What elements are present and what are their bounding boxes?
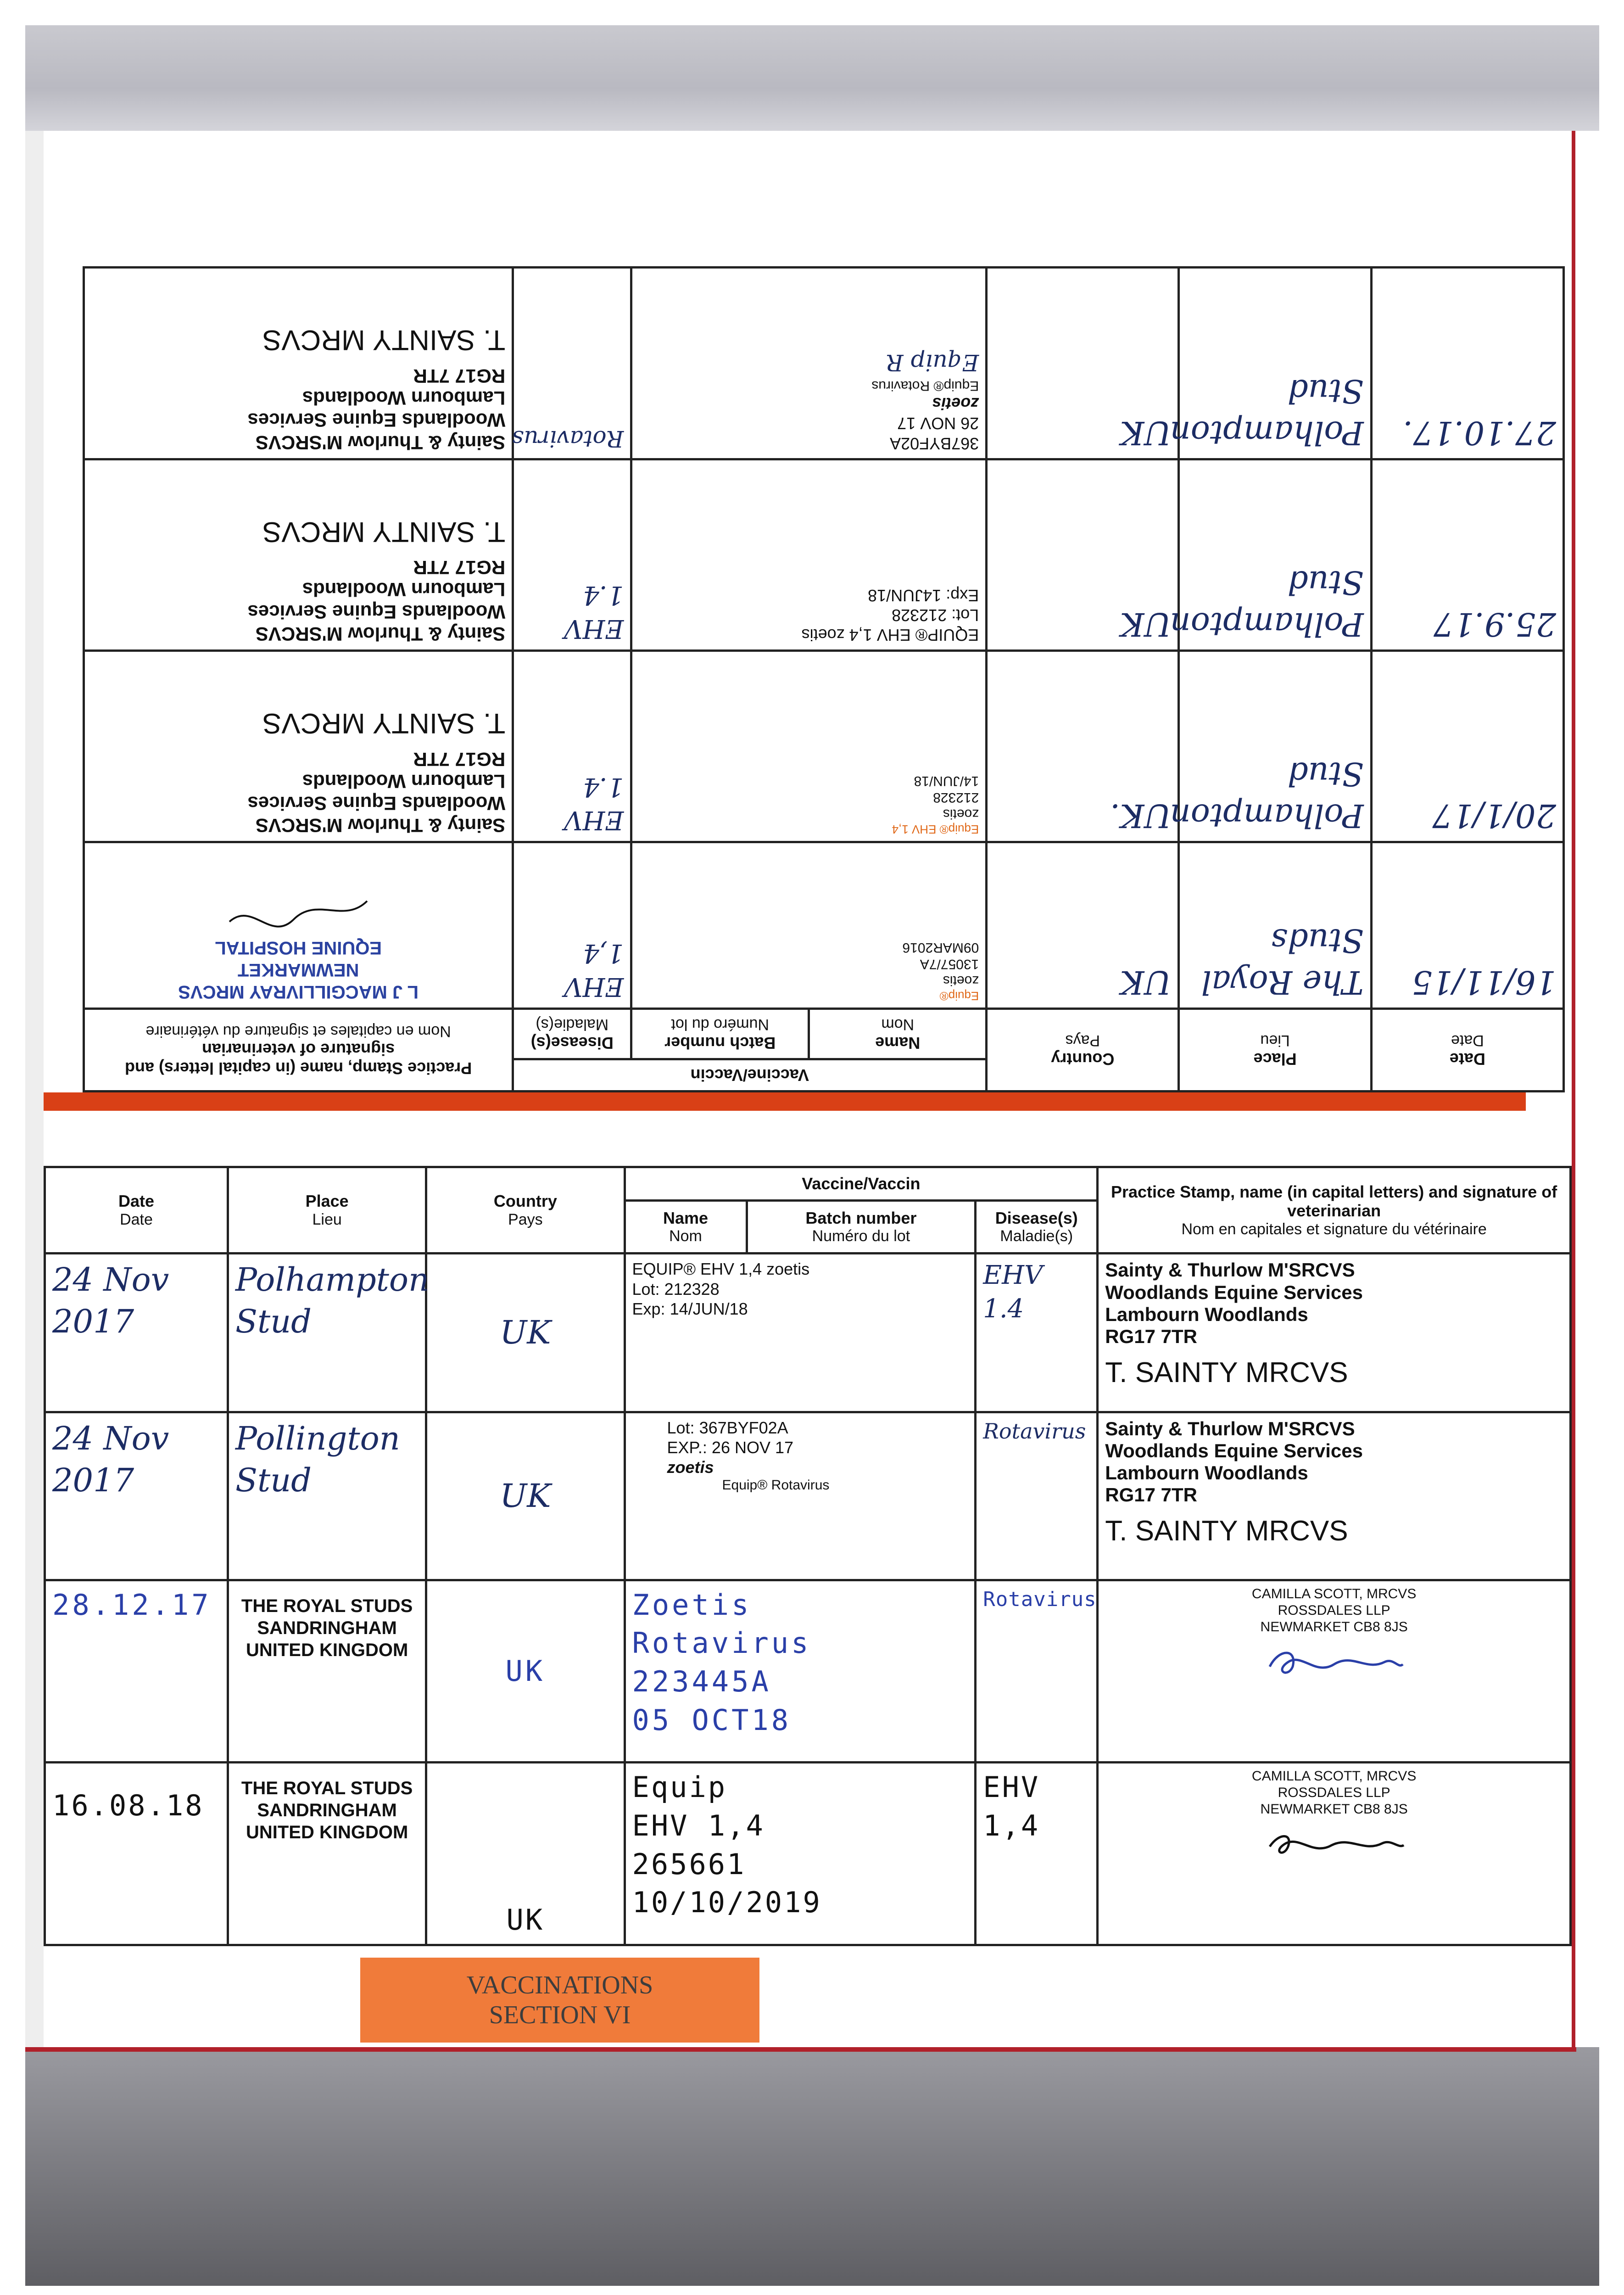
place-cell: THE ROYAL STUDS SANDRINGHAM UNITED KINGDOM bbox=[228, 1580, 426, 1763]
date-cell: 27.10.17. bbox=[1371, 268, 1563, 459]
header-name: Name Nom bbox=[625, 1201, 747, 1254]
disease-cell: EHV 1,4 bbox=[976, 1763, 1098, 1945]
date-cell: 24 Nov 2017 bbox=[45, 1254, 228, 1412]
country-cell: UK bbox=[987, 459, 1179, 650]
stamp-cell: Sainty & Thurlow M'SRCVS Woodlands Equine Services Lambourn Woodlands RG17 7TR T. SAINTY MRCVS bbox=[84, 459, 513, 650]
table-row bbox=[84, 268, 1564, 459]
signature bbox=[1261, 1826, 1407, 1863]
place-cell: Polhampton Stud bbox=[228, 1254, 426, 1412]
stamp-cell: CAMILLA SCOTT, MRCVS ROSSDALES LLP NEWMARKET CB8 8JS bbox=[1098, 1580, 1571, 1763]
scan-bottom-shadow bbox=[25, 2047, 1599, 2286]
vaccine-label-cell: EQUIP® EHV 1,4 zoetis Lot: 212328 Exp: 14/JUN/18 bbox=[625, 1254, 976, 1412]
disease-cell: EHV 1.4 bbox=[513, 651, 631, 842]
country-cell: UK bbox=[426, 1254, 625, 1412]
disease-cell: Rotavirus bbox=[976, 1412, 1098, 1580]
place-cell: Polhampton Stud bbox=[1179, 268, 1371, 459]
date-cell: 20/1/17 bbox=[1371, 651, 1563, 842]
vaccine-label-cell: Equip® zoetis 13057/7A 09MAR2016 bbox=[631, 842, 987, 1009]
stamp-cell: Sainty & Thurlow M'SRCVS Woodlands Equine Services Lambourn Woodlands RG17 7TR T. SAINTY MRCVS bbox=[84, 651, 513, 842]
header-date: Date Date bbox=[1371, 1009, 1563, 1092]
table-row bbox=[45, 1580, 1571, 1763]
place-cell: Pollington Stud bbox=[228, 1412, 426, 1580]
date-cell: 25.9.17 bbox=[1371, 459, 1563, 650]
country-cell: UK bbox=[987, 842, 1179, 1009]
table-row bbox=[45, 1254, 1571, 1412]
header-vaccine: Vaccine/Vaccin bbox=[625, 1167, 1098, 1201]
header-disease: Disease(s) Maladie(s) bbox=[513, 1009, 631, 1059]
date-cell: 24 Nov 2017 bbox=[45, 1412, 228, 1580]
country-cell: UK. bbox=[987, 651, 1179, 842]
table-row bbox=[45, 1412, 1571, 1580]
stamp-cell: Sainty & Thurlow M'SRCVS Woodlands Equine Services Lambourn Woodlands RG17 7TR T. SAINTY MRCVS bbox=[1098, 1412, 1571, 1580]
stamp-cell: L J MACGILLIVRAY MRCVS NEWMARKET EQUINE HOSPITAL bbox=[84, 842, 513, 1009]
scan-top-shadow bbox=[25, 25, 1599, 131]
header-place: Place Lieu bbox=[228, 1167, 426, 1254]
place-cell: Polhampton Stud bbox=[1179, 651, 1371, 842]
stamp-cell: Sainty & Thurlow M'SRCVS Woodlands Equine Services Lambourn Woodlands RG17 7TR T. SAINTY MRCVS bbox=[84, 268, 513, 459]
section-subtitle: SECTION VI bbox=[489, 2000, 631, 2029]
date-cell: 16.08.18 bbox=[45, 1763, 228, 1945]
section-label bbox=[360, 1958, 759, 2043]
header-vaccine: Vaccine/Vaccin bbox=[513, 1059, 987, 1092]
table-row bbox=[84, 842, 1564, 1009]
disease-cell: EHV 1,4 bbox=[513, 842, 631, 1009]
country-cell: UK bbox=[426, 1763, 625, 1945]
disease-cell: Rotavirus bbox=[513, 268, 631, 459]
signature bbox=[1261, 1644, 1407, 1680]
header-stamp: Practice Stamp, name (in capital letters) and signature of veterinarian Nom en capitales et signature du vétérinaire bbox=[1098, 1167, 1571, 1254]
place-cell: Polhampton Stud bbox=[1179, 459, 1371, 650]
page-edge bbox=[25, 131, 44, 2047]
page-divider-band bbox=[44, 1092, 1526, 1111]
vaccine-name-batch-cell: Equip EHV 1,4 265661 10/10/2019 bbox=[625, 1763, 976, 1945]
header-batch: Batch number Numéro du lot bbox=[747, 1201, 976, 1254]
vaccine-name-batch-cell: Zoetis Rotavirus 223445A 05 OCT18 bbox=[625, 1580, 976, 1763]
disease-cell: EHV 1.4 bbox=[976, 1254, 1098, 1412]
date-cell: 28.12.17 bbox=[45, 1580, 228, 1763]
page-border-bottom bbox=[25, 2047, 1576, 2052]
table-row bbox=[84, 459, 1564, 650]
upper-vaccination-table bbox=[83, 266, 1565, 1092]
stamp-cell: CAMILLA SCOTT, MRCVS ROSSDALES LLP NEWMARKET CB8 8JS bbox=[1098, 1763, 1571, 1945]
vaccine-label-cell: 367BYF02A 26 NOV 17 zoetis Equip® Rotavirus Equip R bbox=[631, 268, 987, 459]
country-cell: UK bbox=[426, 1580, 625, 1763]
lower-vaccination-table bbox=[44, 1166, 1572, 1946]
header-country: Country Pays bbox=[426, 1167, 625, 1254]
disease-cell: EHV 1.4 bbox=[513, 459, 631, 650]
header-date: Date Date bbox=[45, 1167, 228, 1254]
disease-cell: Rotavirus bbox=[976, 1580, 1098, 1763]
section-title: VACCINATIONS bbox=[466, 1971, 653, 2000]
page-border-right bbox=[1572, 131, 1575, 2059]
header-name: Name Nom bbox=[809, 1009, 987, 1059]
header-stamp: Practice Stamp, name (in capital letters) and signature of veterinarian Nom en capitales et signature du vétérinaire bbox=[84, 1009, 513, 1092]
country-cell: UK bbox=[987, 268, 1179, 459]
place-cell: THE ROYAL STUDS SANDRINGHAM UNITED KINGDOM bbox=[228, 1763, 426, 1945]
vaccine-label-cell: Equip® EHV 1,4 zoetis 212328 14/JUN/18 bbox=[631, 651, 987, 842]
table-row bbox=[45, 1763, 1571, 1945]
vaccine-label-cell: EQUIP® EHV 1,4 zoetis Lot: 212328 Exp: 14JUN/18 bbox=[631, 459, 987, 650]
stamp-cell: Sainty & Thurlow M'SRCVS Woodlands Equine Services Lambourn Woodlands RG17 7TR T. SAINTY MRCVS bbox=[1098, 1254, 1571, 1412]
header-batch: Batch number Numéro du lot bbox=[631, 1009, 809, 1059]
header-country: Country Pays bbox=[987, 1009, 1179, 1092]
country-cell: UK bbox=[426, 1412, 625, 1580]
place-cell: The Royal Studs bbox=[1179, 842, 1371, 1009]
header-disease: Disease(s) Maladie(s) bbox=[976, 1201, 1098, 1254]
header-place: Place Lieu bbox=[1179, 1009, 1371, 1092]
vaccine-label-cell: Lot: 367BYF02A EXP.: 26 NOV 17 zoetis Equip® Rotavirus bbox=[625, 1412, 976, 1580]
signature bbox=[225, 892, 372, 929]
date-cell: 16/11/15 bbox=[1371, 842, 1563, 1009]
table-row bbox=[84, 651, 1564, 842]
